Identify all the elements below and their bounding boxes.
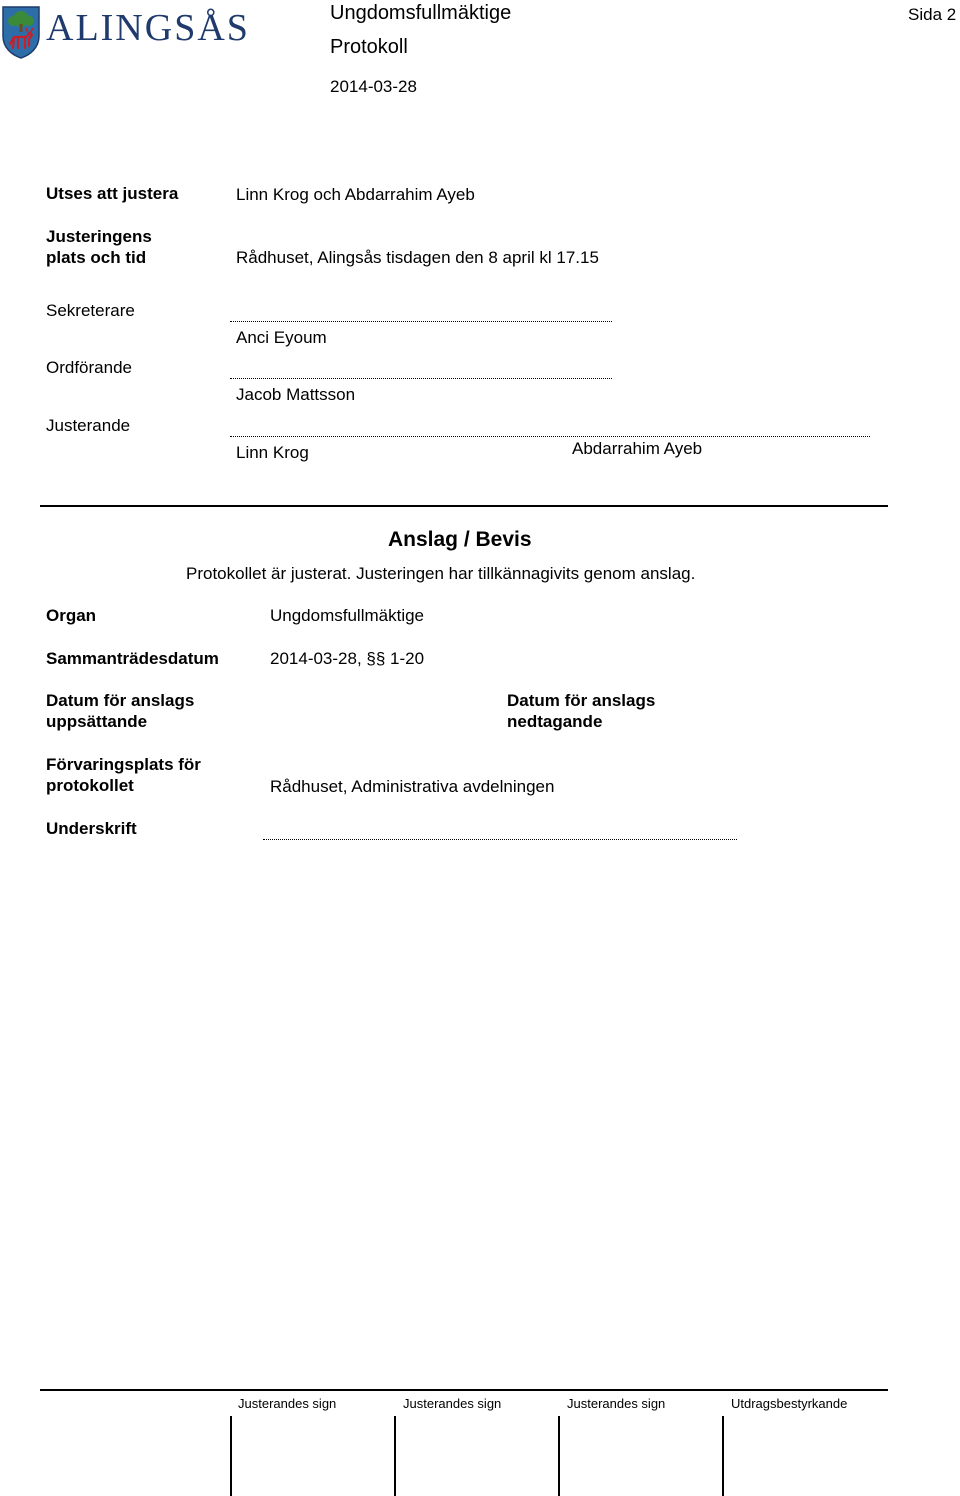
- justerande-signature-line: [230, 436, 870, 437]
- uppsattande-label-line2: uppsättande: [46, 712, 148, 731]
- utses-label: Utses att justera: [46, 184, 179, 203]
- organ-label: Organ: [46, 606, 97, 625]
- page-number: Sida 2: [908, 5, 957, 24]
- sammantradesdatum-value: 2014-03-28, §§ 1-20: [270, 649, 425, 668]
- footer-justerandes-sign-3: Justerandes sign: [567, 1396, 666, 1411]
- anslag-title: Anslag / Bevis: [388, 528, 532, 551]
- header-doc-type: Protokoll: [330, 36, 408, 58]
- ordforande-label: Ordförande: [46, 358, 132, 377]
- uppsattande-label-line1: Datum för anslags: [46, 691, 195, 710]
- footer-divider: [40, 1389, 888, 1391]
- justerande-name-1: Linn Krog: [236, 443, 309, 462]
- plats-label-line2: plats och tid: [46, 248, 147, 267]
- footer-justerandes-sign-2: Justerandes sign: [403, 1396, 502, 1411]
- footer-column-rule-3: [558, 1416, 560, 1496]
- header-date: 2014-03-28: [330, 77, 417, 96]
- forvaringsplats-value: Rådhuset, Administrativa avdelningen: [270, 777, 555, 796]
- section-divider: [40, 505, 888, 507]
- nedtagande-label-line2: nedtagande: [507, 712, 603, 731]
- footer-justerandes-sign-1: Justerandes sign: [238, 1396, 337, 1411]
- footer-utdragsbestyrkande: Utdragsbestyrkande: [731, 1396, 848, 1411]
- coat-of-arms-icon: [0, 4, 42, 60]
- sekreterare-label: Sekreterare: [46, 301, 135, 320]
- sekreterare-signature-line: [230, 321, 612, 322]
- plats-value: Rådhuset, Alingsås tisdagen den 8 april kl 17.15: [236, 248, 599, 267]
- municipality-name: ALINGSÅS: [46, 7, 250, 49]
- justerande-label: Justerande: [46, 416, 131, 435]
- header-organ: Ungdomsfullmäktige: [330, 2, 512, 24]
- organ-value: Ungdomsfullmäktige: [270, 606, 425, 625]
- plats-label-line1: Justeringens: [46, 227, 152, 246]
- ordforande-signature-line: [230, 378, 612, 379]
- anslag-text: Protokollet är justerat. Justeringen har tillkännagivits genom anslag.: [186, 564, 696, 583]
- forvaringsplats-label-line1: Förvaringsplats för: [46, 755, 201, 774]
- sekreterare-name: Anci Eyoum: [236, 328, 327, 347]
- forvaringsplats-label-line2: protokollet: [46, 776, 134, 795]
- sammantradesdatum-label: Sammanträdesdatum: [46, 649, 219, 668]
- ordforande-name: Jacob Mattsson: [236, 385, 356, 404]
- utses-value: Linn Krog och Abdarrahim Ayeb: [236, 185, 475, 204]
- underskrift-label: Underskrift: [46, 819, 137, 838]
- nedtagande-label-line1: Datum för anslags: [507, 691, 656, 710]
- footer-column-rule-4: [722, 1416, 724, 1496]
- municipality-logo: [0, 4, 260, 60]
- footer-column-rule-2: [394, 1416, 396, 1496]
- footer-column-rule-1: [230, 1416, 232, 1496]
- justerande-name-2: Abdarrahim Ayeb: [572, 439, 703, 458]
- underskrift-signature-line: [263, 839, 737, 840]
